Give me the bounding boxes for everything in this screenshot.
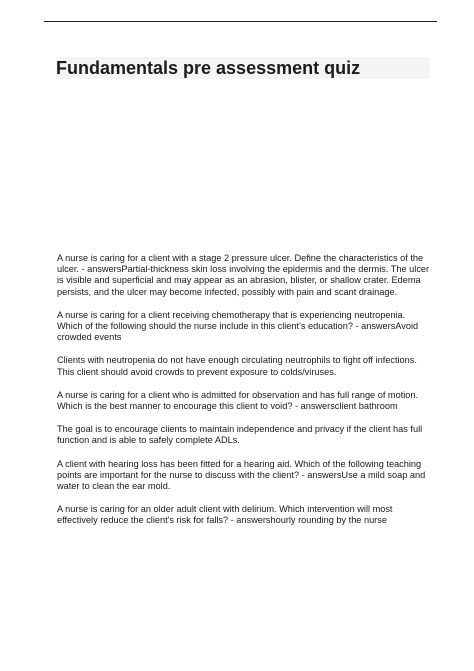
paragraph-neutropenia-question: A nurse is caring for a client receiving chemotherapy that is experiencing neutropenia. Which of the following should the nurse include in this client's education? - answersAvoid crowded events (57, 309, 419, 343)
top-rule (44, 21, 437, 22)
paragraph-neutropenia-rationale: Clients with neutropenia do not have enough circulating neutrophils to fight off infections. This client should avoid crowds to prevent exposure to colds/viruses. (57, 355, 417, 377)
paragraph-hearing-aid: A client with hearing loss has been fitted for a hearing aid. Which of the following teaching points are important for the nurse to discuss with the client? - answersUse a mild soap and water to clean the ear mold. (57, 458, 426, 492)
document-body (57, 253, 433, 539)
title-banner (56, 57, 430, 79)
document-title: Fundamentals pre assessment quiz (56, 58, 361, 78)
paragraph-pressure-ulcer: A nurse is caring for a client with a stage 2 pressure ulcer. Define the characteristics of the ulcer. - answersPartial-thickness skin loss involving the epidermis and the dermis. The ulcer is visible and superficial and may appear as an abrasion, blister, or shallow crater. Edema persists, and the ulcer may become infected, possibly with pain and scant drainage. (57, 253, 430, 297)
paragraph-void-rationale: The goal is to encourage clients to maintain independence and privacy if the client has full function and is able to safely complete ADLs. (57, 424, 423, 446)
paragraph-void-question: A nurse is caring for a client who is admitted for observation and has full range of motion. Which is the best manner to encourage this client to void? - answersclient bathroom (57, 389, 419, 412)
paragraph-delirium-falls: A nurse is caring for an older adult client with delirium. Which intervention will most effectively reduce the client's risk for falls? - answershourly rounding by the nurse (57, 504, 393, 526)
